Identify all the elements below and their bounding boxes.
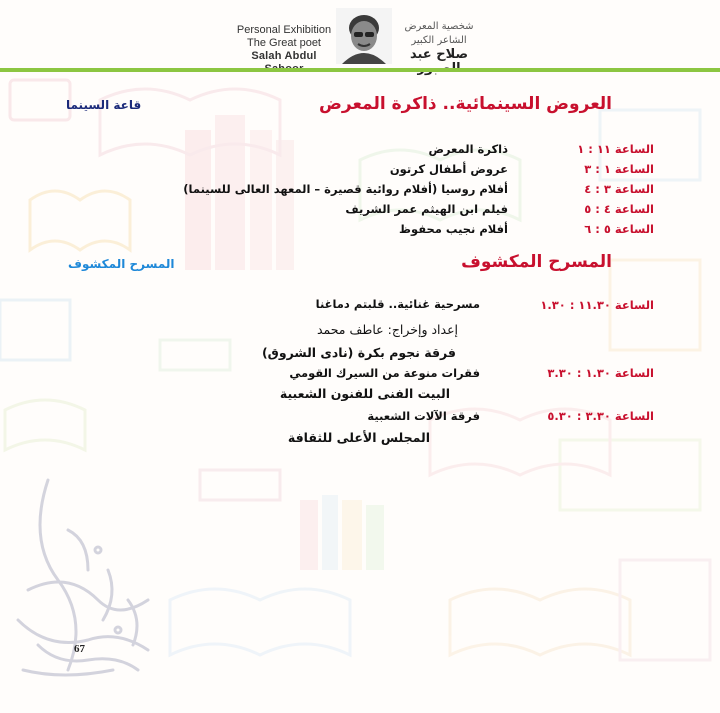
theater-troupe: المجلس الأعلى للثقافة [287,430,430,445]
cinema-time: الساعة ١ : ٣ [584,162,654,176]
theater-time: الساعة ٣.٣٠ : ٥.٣٠ [547,409,654,423]
cinema-item: فيلم ابن الهيثم عمر الشريف [345,202,508,216]
header-en-line1: Personal Exhibition [236,24,332,36]
page-number: 67 [74,643,85,655]
cinema-time: الساعة ٣ : ٤ [584,182,654,196]
theater-title: المسرح المكشوف [461,252,612,272]
cinema-time: الساعة ١١ : ١ [577,142,654,156]
theater-credit: إعداد وإخراج: عاطف محمد [316,322,458,337]
theater-time: الساعة ١.٣٠ : ٣.٣٠ [547,366,654,380]
cinema-item: ذاكرة المعرض [428,142,508,156]
theater-item: مسرحية غنائية.. قلبتم دماغنا [315,297,480,311]
theater-venue: المسرح المكشوف [68,257,175,271]
cinema-time: الساعة ٥ : ٦ [584,222,654,236]
header-ar-line2: الشاعر الكبير [411,35,467,46]
cinema-item: أفلام روسيا (أفلام روائية قصيرة – المعهد العالى للسينما) [183,182,508,196]
cinema-item: عروض أطفال كرتون [389,162,508,176]
theater-troupe: فرقة نجوم بكرة (نادى الشروق) [261,345,456,360]
cinema-title: العروض السينمائية.. ذاكرة المعرض [319,94,612,114]
header-ar-line1: شخصية المعرض [404,21,474,32]
cinema-venue: قاعة السينما [66,98,142,112]
theater-troupe: البيت الفنى للفنون الشعبية [279,386,450,401]
header-en-line2: The Great poet [247,37,321,49]
fair-calligraphy-logo [8,470,158,690]
header-ar-line3: صلاح عبد [409,47,469,62]
theater-item: فرقة الآلات الشعبية [367,409,480,423]
theater-time: الساعة ١١.٣٠ : ١.٣٠ [540,298,654,312]
cinema-item: أفلام نجيب محفوظ [399,222,508,236]
header-en-line3: Salah Abdul [251,50,317,62]
cinema-time: الساعة ٤ : ٥ [584,202,654,216]
theater-item: فقرات منوعة من السيرك القومي [289,366,480,380]
